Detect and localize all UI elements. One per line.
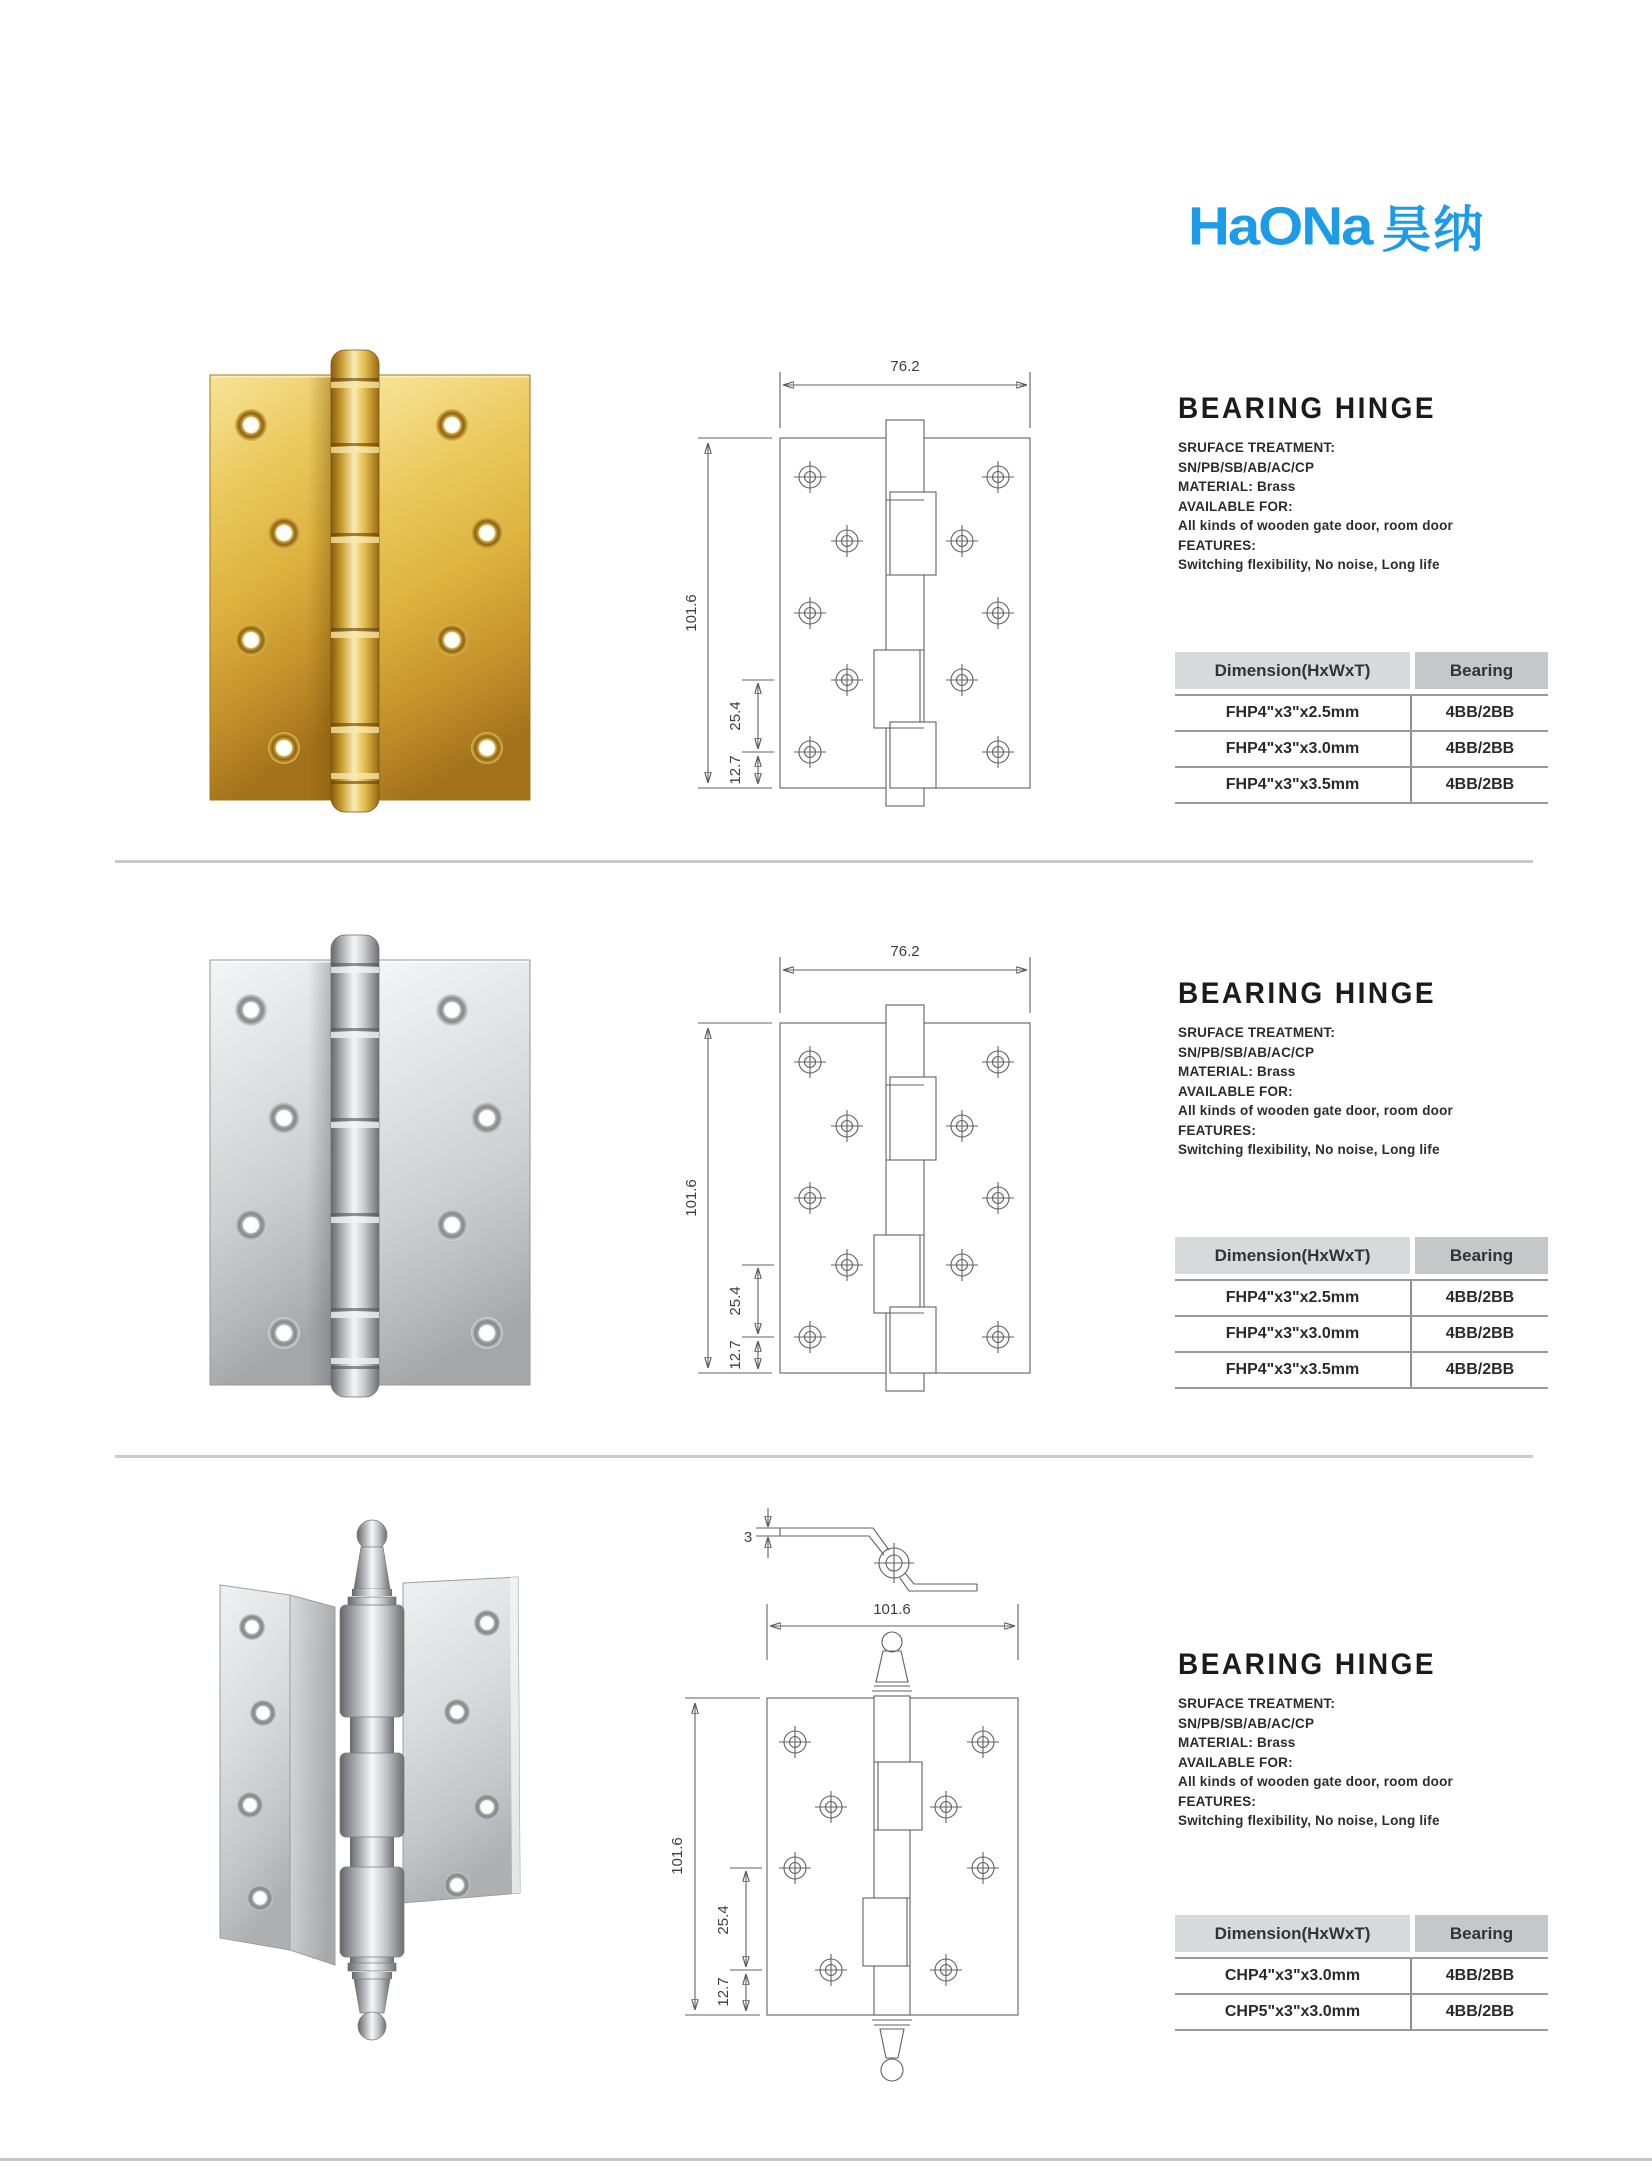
spec-line: FEATURES: (1178, 1122, 1257, 1138)
cell-bearing: 4BB/2BB (1445, 1967, 1515, 1984)
top-finial (348, 1520, 396, 1605)
cell-dimension: FHP4"x3"x3.5mm (1175, 1353, 1412, 1387)
hinge-left-leaf-angled (290, 1595, 335, 1965)
product-photo-steel-hinge (195, 925, 540, 1405)
dim-width-label: 76.2 (890, 358, 920, 375)
cell-bearing: 4BB/2BB (1445, 1289, 1515, 1306)
spec-table-header (1175, 1915, 1548, 1952)
spec-line: AVAILABLE FOR: (1178, 498, 1293, 514)
dim-edge-label: 12.7 (727, 1340, 744, 1370)
dim-width-label: 101.6 (873, 1601, 911, 1618)
header-dimension: Dimension(HxWxT) (1175, 1915, 1410, 1952)
product-title: BEARING HINGE (1178, 977, 1437, 1010)
header-bearing: Bearing (1415, 1237, 1548, 1274)
spec-line: SN/PB/SB/AB/AC/CP (1178, 1044, 1315, 1060)
cell-bearing: 4BB/2BB (1445, 704, 1515, 721)
cell-dimension: FHP4"x3"x2.5mm (1175, 1281, 1412, 1315)
technical-drawing-1 (680, 340, 1040, 810)
drawing-crown-finial (872, 1632, 912, 1691)
spec-line: All kinds of wooden gate door, room door (1178, 518, 1454, 533)
drawing-barrel (874, 420, 936, 806)
hinge-barrel (340, 1601, 404, 1965)
drawing-barrel (874, 1005, 936, 1391)
dim-height-label: 101.6 (669, 1837, 686, 1875)
cell-bearing: 4BB/2BB (1445, 2003, 1515, 2020)
product-specs (1178, 1023, 1478, 1160)
spec-table (1175, 1915, 1548, 2031)
product-photo-crown-hinge (200, 1505, 540, 2045)
dim-height-label: 101.6 (683, 1179, 700, 1217)
spec-line: Switching flexibility, No noise, Long life (1178, 1813, 1440, 1828)
table-row (1175, 1995, 1548, 2031)
crank-profile-view (744, 1508, 977, 1591)
spec-line: SN/PB/SB/AB/AC/CP (1178, 459, 1315, 475)
cell-dimension: FHP4"x3"x3.0mm (1175, 1317, 1412, 1351)
product-section-2 (0, 925, 1652, 1455)
section-divider (115, 1455, 1533, 1458)
dim-edge-label: 12.7 (715, 1977, 732, 2007)
technical-drawing-2 (680, 925, 1040, 1395)
header-bearing: Bearing (1415, 1915, 1548, 1952)
spec-line: AVAILABLE FOR: (1178, 1754, 1293, 1770)
spec-line: FEATURES: (1178, 1793, 1257, 1809)
technical-drawing-3 (660, 1500, 1080, 2125)
table-row (1175, 1353, 1548, 1389)
page-bottom-rule (0, 2158, 1652, 2161)
hinge-barrel (331, 935, 379, 1397)
spec-line: FEATURES: (1178, 537, 1257, 553)
cell-dimension: CHP5"x3"x3.0mm (1175, 1995, 1412, 2029)
spec-line: MATERIAL: Brass (1178, 479, 1296, 494)
cell-dimension: FHP4"x3"x3.0mm (1175, 732, 1412, 766)
spec-line: SRUFACE TREATMENT: (1178, 440, 1336, 455)
spec-line: SRUFACE TREATMENT: (1178, 1025, 1336, 1040)
brand-logo-latin: HaONa (1188, 196, 1372, 256)
spec-line: AVAILABLE FOR: (1178, 1083, 1293, 1099)
table-row (1175, 768, 1548, 804)
header-dimension: Dimension(HxWxT) (1175, 1237, 1410, 1274)
dim-pitch-label: 25.4 (727, 1286, 744, 1316)
cell-dimension: FHP4"x3"x2.5mm (1175, 696, 1412, 730)
spec-line: SN/PB/SB/AB/AC/CP (1178, 1715, 1315, 1731)
spec-line: Switching flexibility, No noise, Long life (1178, 557, 1440, 572)
dim-pitch-label: 25.4 (727, 701, 744, 731)
spec-table-header (1175, 652, 1548, 689)
cell-bearing: 4BB/2BB (1445, 776, 1515, 793)
dim-thickness-label: 3 (743, 1529, 753, 1546)
product-photo-brass-hinge (195, 340, 540, 820)
spec-table (1175, 1237, 1548, 1389)
product-specs (1178, 438, 1478, 575)
hinge-barrel (331, 350, 379, 812)
bottom-finial (348, 1963, 396, 2040)
product-specs (1178, 1694, 1478, 1831)
product-section-1 (0, 340, 1652, 860)
brand-logo (1188, 190, 1485, 262)
dim-pitch-label: 25.4 (715, 1905, 732, 1935)
spec-line: MATERIAL: Brass (1178, 1735, 1296, 1750)
table-row (1175, 696, 1548, 732)
table-row (1175, 1317, 1548, 1353)
table-row (1175, 1959, 1548, 1995)
brand-logo-chinese: 昊纳 (1381, 202, 1486, 258)
spec-table (1175, 652, 1548, 804)
spec-line: All kinds of wooden gate door, room door (1178, 1774, 1454, 1789)
spec-line: MATERIAL: Brass (1178, 1064, 1296, 1079)
section-divider (115, 860, 1533, 863)
product-section-3 (0, 1500, 1652, 2140)
cell-dimension: CHP4"x3"x3.0mm (1175, 1959, 1412, 1993)
drawing-barrel (863, 1696, 922, 2081)
cell-bearing: 4BB/2BB (1445, 740, 1515, 757)
dim-height-label: 101.6 (683, 594, 700, 632)
table-row (1175, 732, 1548, 768)
spec-line: Switching flexibility, No noise, Long life (1178, 1142, 1440, 1157)
cell-bearing: 4BB/2BB (1445, 1325, 1515, 1342)
cell-dimension: FHP4"x3"x3.5mm (1175, 768, 1412, 802)
dim-width-label: 76.2 (890, 943, 920, 960)
spec-table-header (1175, 1237, 1548, 1274)
product-title: BEARING HINGE (1178, 392, 1437, 425)
dim-edge-label: 12.7 (727, 755, 744, 785)
spec-line: All kinds of wooden gate door, room door (1178, 1103, 1454, 1118)
cell-bearing: 4BB/2BB (1445, 1361, 1515, 1378)
spec-line: SRUFACE TREATMENT: (1178, 1696, 1336, 1711)
table-row (1175, 1281, 1548, 1317)
header-bearing: Bearing (1415, 652, 1548, 689)
hinge-right-leaf (403, 1577, 520, 1903)
header-dimension: Dimension(HxWxT) (1175, 652, 1410, 689)
product-title: BEARING HINGE (1178, 1648, 1437, 1681)
